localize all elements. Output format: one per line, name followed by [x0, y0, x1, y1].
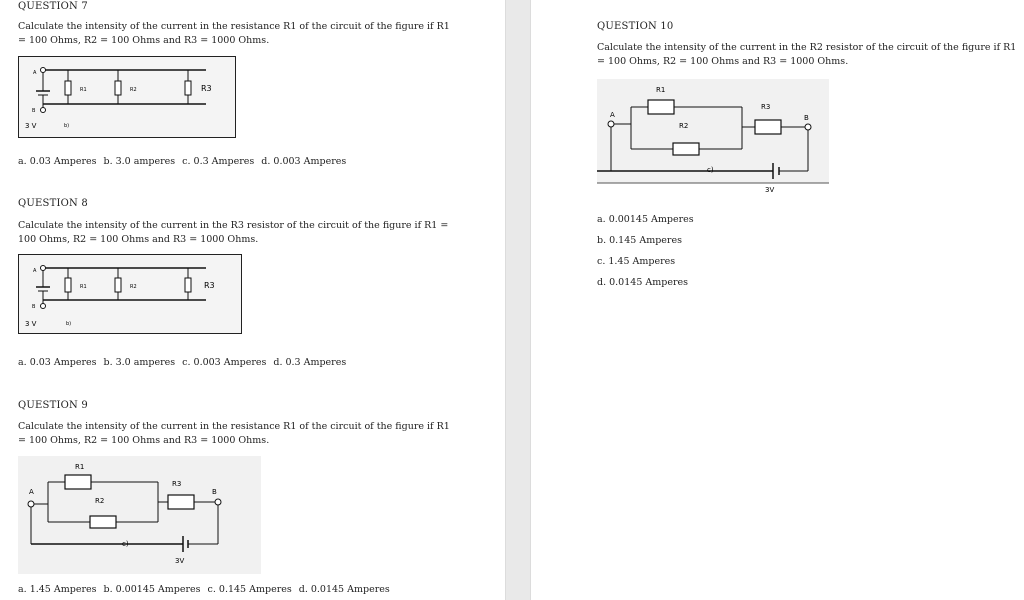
q9-answer-c[interactable]: c. 0.145 Amperes	[207, 584, 292, 595]
q10-text: Calculate the intensity of the current in the R2 resistor of the circuit of the figure if R1 = 100 Ohms, R2 = 100 Ohms and R3 = 1000 Ohms.	[597, 42, 1017, 67]
q10-label-b: B	[804, 114, 809, 122]
q8-answer-c[interactable]: c. 0.003 Amperes	[182, 357, 267, 368]
q9-label-a: A	[29, 488, 34, 496]
q8-label-r3: R3	[204, 281, 215, 290]
q8-label-r1: R1	[80, 284, 87, 290]
q8-label-r2: R2	[130, 284, 137, 290]
q8-label-a: A	[33, 268, 37, 274]
q10-label-a: A	[610, 111, 615, 119]
q10-circuit-figure	[597, 79, 829, 198]
q9-title: QUESTION 9	[18, 400, 88, 411]
q10-answer-a[interactable]: a. 0.00145 Amperes	[597, 214, 694, 225]
q8-title: QUESTION 8	[18, 198, 88, 209]
q7-label-3v: 3 V	[25, 122, 37, 130]
right-page	[531, 0, 1024, 600]
q9-label-r2: R2	[95, 497, 105, 505]
page-gutter	[505, 0, 531, 600]
q9-label-3v: 3V	[175, 557, 185, 565]
left-page	[0, 0, 505, 600]
q9-label-c-paren: c)	[122, 540, 129, 548]
q10-label-c-paren: c)	[707, 166, 714, 174]
q7-answer-c[interactable]: c. 0.3 Amperes	[182, 156, 255, 167]
q8-answer-b[interactable]: b. 3.0 amperes	[103, 357, 176, 368]
q7-answer-a[interactable]: a. 0.03 Amperes	[18, 156, 97, 167]
q9-answer-d[interactable]: d. 0.0145 Amperes	[298, 584, 390, 595]
q9-label-r1: R1	[75, 463, 85, 471]
q7-answers	[18, 156, 353, 167]
q10-label-r1: R1	[656, 86, 666, 94]
q9-circuit-figure	[18, 456, 261, 578]
q7-label-b-paren: b)	[64, 123, 70, 129]
q8-text: Calculate the intensity of the current in the R3 resistor of the circuit of the figure if R1 = 100 Ohms, R2 = 100 Ohms and R3 = 1000 Ohms.	[18, 220, 449, 245]
q9-label-b: B	[212, 488, 217, 496]
q9-answers	[18, 584, 397, 595]
q10-answer-c[interactable]: c. 1.45 Amperes	[597, 256, 676, 267]
q10-title: QUESTION 10	[597, 21, 674, 32]
q10-label-r2: R2	[679, 122, 689, 130]
q7-circuit-figure	[18, 56, 236, 142]
q7-answer-d[interactable]: d. 0.003 Amperes	[261, 156, 347, 167]
q10-answer-d[interactable]: d. 0.0145 Amperes	[597, 277, 688, 288]
q9-answer-b[interactable]: b. 0.00145 Amperes	[103, 584, 201, 595]
q9-answer-a[interactable]: a. 1.45 Amperes	[18, 584, 97, 595]
q7-label-r3: R3	[201, 84, 212, 93]
q7-label-b: B	[32, 108, 36, 114]
q7-text: Calculate the intensity of the current in the resistance R1 of the circuit of the figure if R1 = 100 Ohms, R2 = 100 Ohms and R3 = 1000 Ohms.	[18, 21, 450, 46]
q8-answer-a[interactable]: a. 0.03 Amperes	[18, 357, 97, 368]
q10-answer-b[interactable]: b. 0.145 Amperes	[597, 235, 682, 246]
q8-label-b-paren: b)	[66, 321, 72, 327]
q7-label-r1: R1	[80, 87, 87, 93]
q10-label-r3: R3	[761, 103, 771, 111]
q7-label-a: A	[33, 70, 37, 76]
q8-label-3v: 3 V	[25, 320, 37, 328]
q8-answers	[18, 357, 353, 368]
q8-answer-d[interactable]: d. 0.3 Amperes	[273, 357, 347, 368]
q9-label-r3: R3	[172, 480, 182, 488]
q7-label-r2: R2	[130, 87, 137, 93]
q7-title: QUESTION 7	[18, 1, 88, 12]
q9-text: Calculate the intensity of the current in the resistance R1 of the circuit of the figure if R1 = 100 Ohms, R2 = 100 Ohms and R3 = 1000 Ohms.	[18, 421, 450, 446]
q8-label-b: B	[32, 304, 36, 310]
q10-answers	[597, 214, 694, 298]
q7-answer-b[interactable]: b. 3.0 amperes	[103, 156, 176, 167]
q8-circuit-figure	[18, 254, 242, 338]
q10-label-3v: 3V	[765, 186, 775, 194]
